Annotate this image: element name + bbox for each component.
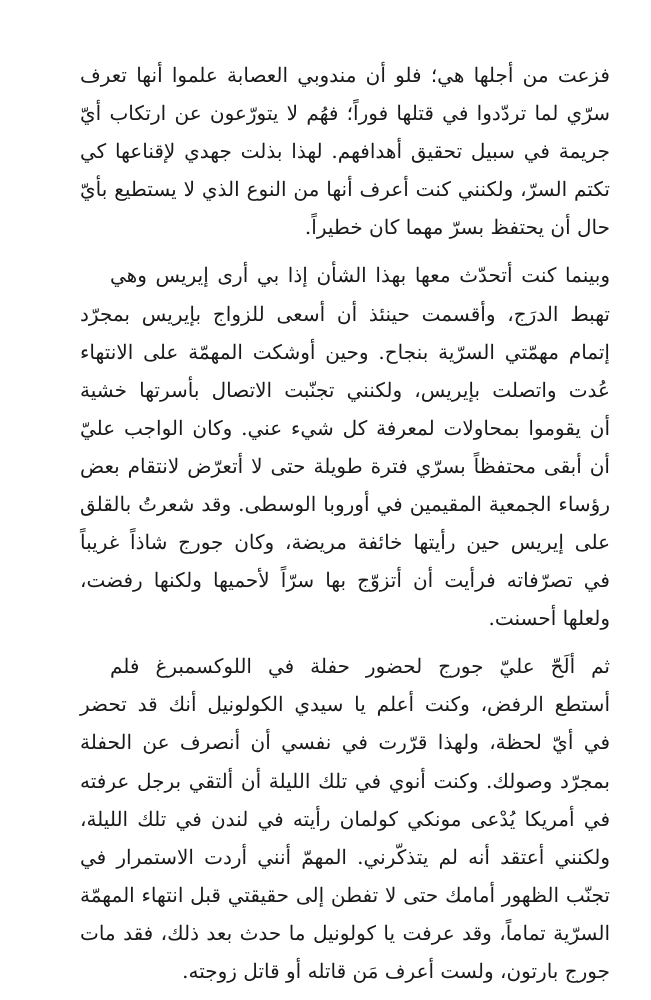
paragraph-3-line-9: جورج بارتون، ولست أعرف مَن قاتله أو قاتل زوجته. (182, 959, 610, 983)
paragraph-3-line-3: في أيّ لحظة، ولهذا قرّرت في نفسي أن أنصرف عن الحفلة (80, 730, 610, 754)
paragraph-2-line-6: أن أبقى محتفظاً بسرّي فترة طويلة حتى لا أتعرّض لانتقام بعض (80, 454, 610, 478)
paragraph-1-line-3: جريمة في سبيل تحقيق أهدافهم. لهذا بذلت جهدي لإقناعها كي (80, 139, 610, 163)
paragraph-3-line-8: السرّية تماماً، وقد عرفت يا كولونيل ما حدث بعد ذلك، فقد مات (80, 921, 610, 945)
paragraph-2-line-9: في تصرّفاته فرأيت أن أتزوّج بها سرّاً لأحميها ولكنها رفضت، (80, 568, 610, 592)
paragraph-2-line-10: ولعلها أحسنت. (488, 606, 610, 630)
paragraph-1-line-5: حال أن يحتفظ بسرّ مهما كان خطيراً. (304, 215, 610, 239)
paragraph-2-line-7: رؤساء الجمعية المقيمين في أوروبا الوسطى. وقد شعرتُ بالقلق (80, 492, 610, 516)
paragraph-1-line-1: فزعت من أجلها هي؛ فلو أن مندوبي العصابة علموا أنها تعرف (80, 63, 610, 87)
paragraph-3-line-2: أستطع الرفض، وكنت أعلم يا سيدي الكولونيل أنك قد تحضر (80, 692, 610, 716)
paragraph-2-line-1: وبينما كنت أتحدّث معها بهذا الشأن إذا بي أرى إيريس وهي (110, 263, 610, 287)
paragraph-3-line-4: بمجرّد وصولك. وكنت أنوي في تلك الليلة أن ألتقي برجل عرفته (80, 769, 610, 793)
paragraph-3-line-1: ثم ألَحّ عليّ جورج لحضور حفلة في اللوكسمبرغ فلم (110, 654, 610, 678)
paragraph-3-line-5: في أمريكا يُدْعى مونكي كولمان رأيته في لندن في تلك الليلة، (80, 807, 610, 831)
paragraph-2-line-2: تهبط الدرَج، وأقسمت حينئذ أن أسعى للزواج بإيريس بمجرّد (80, 302, 610, 326)
paragraph-3-line-7: تجنّب الظهور أمامك حتى لا تفطن إلى حقيقتي قبل انتهاء المهمّة (80, 883, 610, 907)
paragraph-2-line-5: أن يقوموا بمحاولات لمعرفة كل شيء عني. وكان الواجب عليّ (80, 416, 610, 440)
paragraph-1-line-4: تكتم السرّ، ولكنني كنت أعرف أنها من النوع الذي لا يستطيع بأيّ (80, 177, 610, 201)
paragraph-2-line-4: عُدت واتصلت بإيريس، ولكنني تجنّبت الاتصال بأسرتها خشية (80, 378, 610, 402)
paragraph-3-line-6: ولكنني أعتقد أنه لم يتذكّرني. المهمّ أنني أردت الاستمرار في (80, 845, 610, 869)
paragraph-2-line-3: إتمام مهمّتي السرّية بنجاح. وحين أوشكت المهمّة على الانتهاء (80, 340, 610, 364)
paragraph-2-line-8: على إيريس حين رأيتها خائفة مريضة، وكان جورج شاذاً غريباً (80, 530, 610, 554)
paragraph-1-line-2: سرّي لما تردّدوا في قتلها فوراً؛ فهُم لا يتورّعون عن ارتكاب أيّ (80, 101, 610, 125)
